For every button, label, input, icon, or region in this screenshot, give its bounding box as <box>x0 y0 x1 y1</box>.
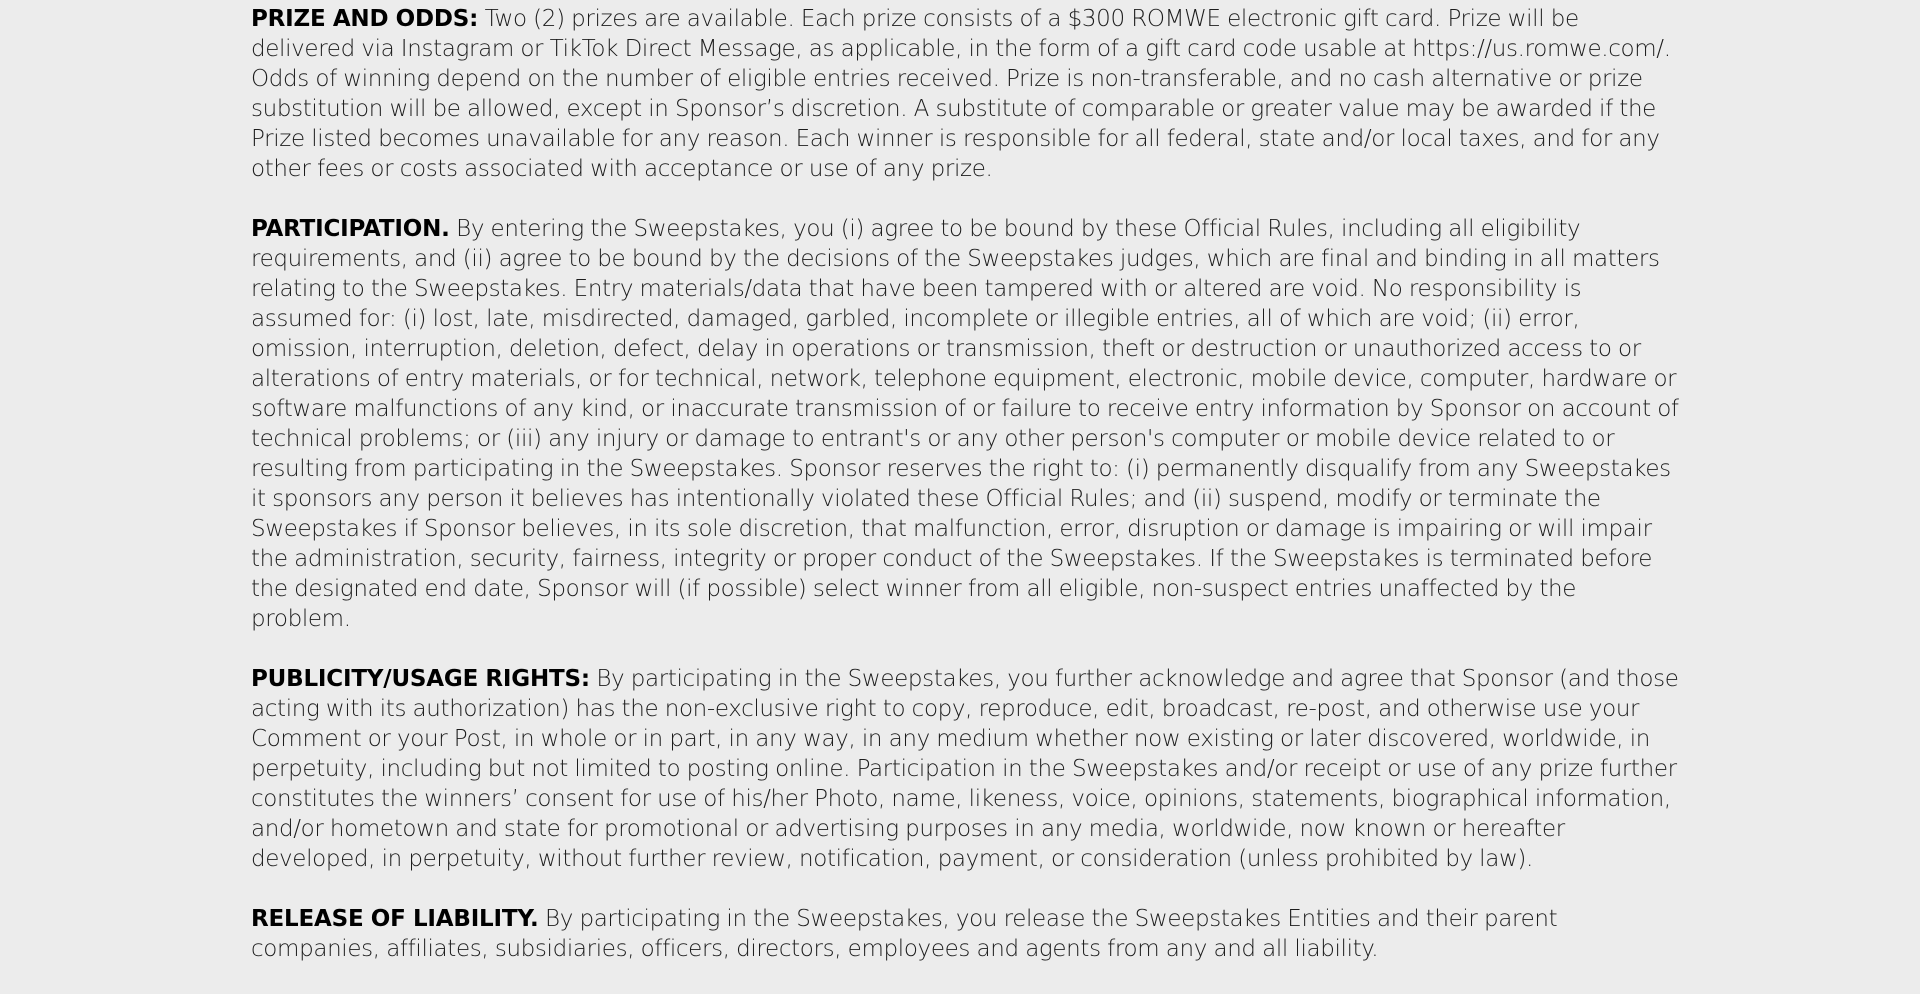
prize-and-odds-section <box>251 4 1681 184</box>
section-body: By participating in the Sweepstakes, you release the Sweepstakes Entities and their parent companies, affiliates, subsidiaries, officers, directors, employees and agents from any and all liability. <box>251 906 1558 962</box>
section-body: By participating in the Sweepstakes, you further acknowledge and agree that Sponsor (and those acting with its authorization) has the non-exclusive right to copy, reproduce, edit, broadcast, re-post, and otherwise use your Comment or your Post, in whole or in part, in any way, in any medium whether now existing or later discovered, worldwide, in perpetuity, including but not limited to posting online. Participation in the Sweepstakes and/or receipt or use of any prize further constitutes the winners’ consent for use of his/her Photo, name, likeness, voice, opinions, statements, biographical information, and/or hometown and state for promotional or advertising purposes in any media, worldwide, now known or hereafter developed, in perpetuity, without further review, notification, payment, or consideration (unless prohibited by law). <box>251 666 1679 872</box>
release-of-liability-section <box>251 904 1681 964</box>
publicity-usage-rights-section <box>251 664 1681 874</box>
section-heading: RELEASE OF LIABILITY. <box>251 906 539 932</box>
official-rules-text <box>251 4 1681 994</box>
participation-section <box>251 214 1681 634</box>
section-heading: PUBLICITY/USAGE RIGHTS: <box>251 666 590 692</box>
section-heading: PARTICIPATION. <box>251 216 450 242</box>
section-body: By entering the Sweepstakes, you (i) agree to be bound by these Official Rules, including all eligibility requirements, and (ii) agree to be bound by the decisions of the Sweepstakes judges, which are final and binding in all matters relating to the Sweepstakes. Entry materials/data that have been tampered with or altered are void. No responsibility is assumed for: (i) lost, late, misdirected, damaged, garbled, incomplete or illegible entries, all of which are void; (ii) error, omission, interruption, deletion, defect, delay in operations or transmission, theft or destruction or unauthorized access to or alterations of entry materials, or for technical, network, telephone equipment, electronic, mobile device, computer, hardware or software malfunctions of any kind, or inaccurate transmission of or failure to receive entry information by Sponsor on account of technical problems; or (iii) any injury or damage to entrant's or any other person's computer or mobile device related to or resulting from participating in the Sweepstakes. Sponsor reserves the right to: (i) permanently disqualify from any Sweepstakes it sponsors any person it believes has intentionally violated these Official Rules; and (ii) suspend, modify or terminate the Sweepstakes if Sponsor believes, in its sole discretion, that malfunction, error, disruption or damage is impairing or will impair the administration, security, fairness, integrity or proper conduct of the Sweepstakes. If the Sweepstakes is terminated before the designated end date, Sponsor will (if possible) select winner from all eligible, non-suspect entries unaffected by the problem. <box>251 216 1679 632</box>
section-body: Two (2) prizes are available. Each prize consists of a $300 ROMWE electronic gift card. Prize will be delivered via Instagram or TikTok Direct Message, as applicable, in the form of a gift card code usable at https://us.romwe.com/. Odds of winning depend on the number of eligible entries received. Prize is non-transferable, and no cash alternative or prize substitution will be allowed, except in Sponsor’s discretion. A substitute of comparable or greater value may be awarded if the Prize listed becomes unavailable for any reason. Each winner is responsible for all federal, state and/or local taxes, and for any other fees or costs associated with acceptance or use of any prize. <box>251 6 1671 182</box>
section-heading: PRIZE AND ODDS: <box>251 6 479 32</box>
